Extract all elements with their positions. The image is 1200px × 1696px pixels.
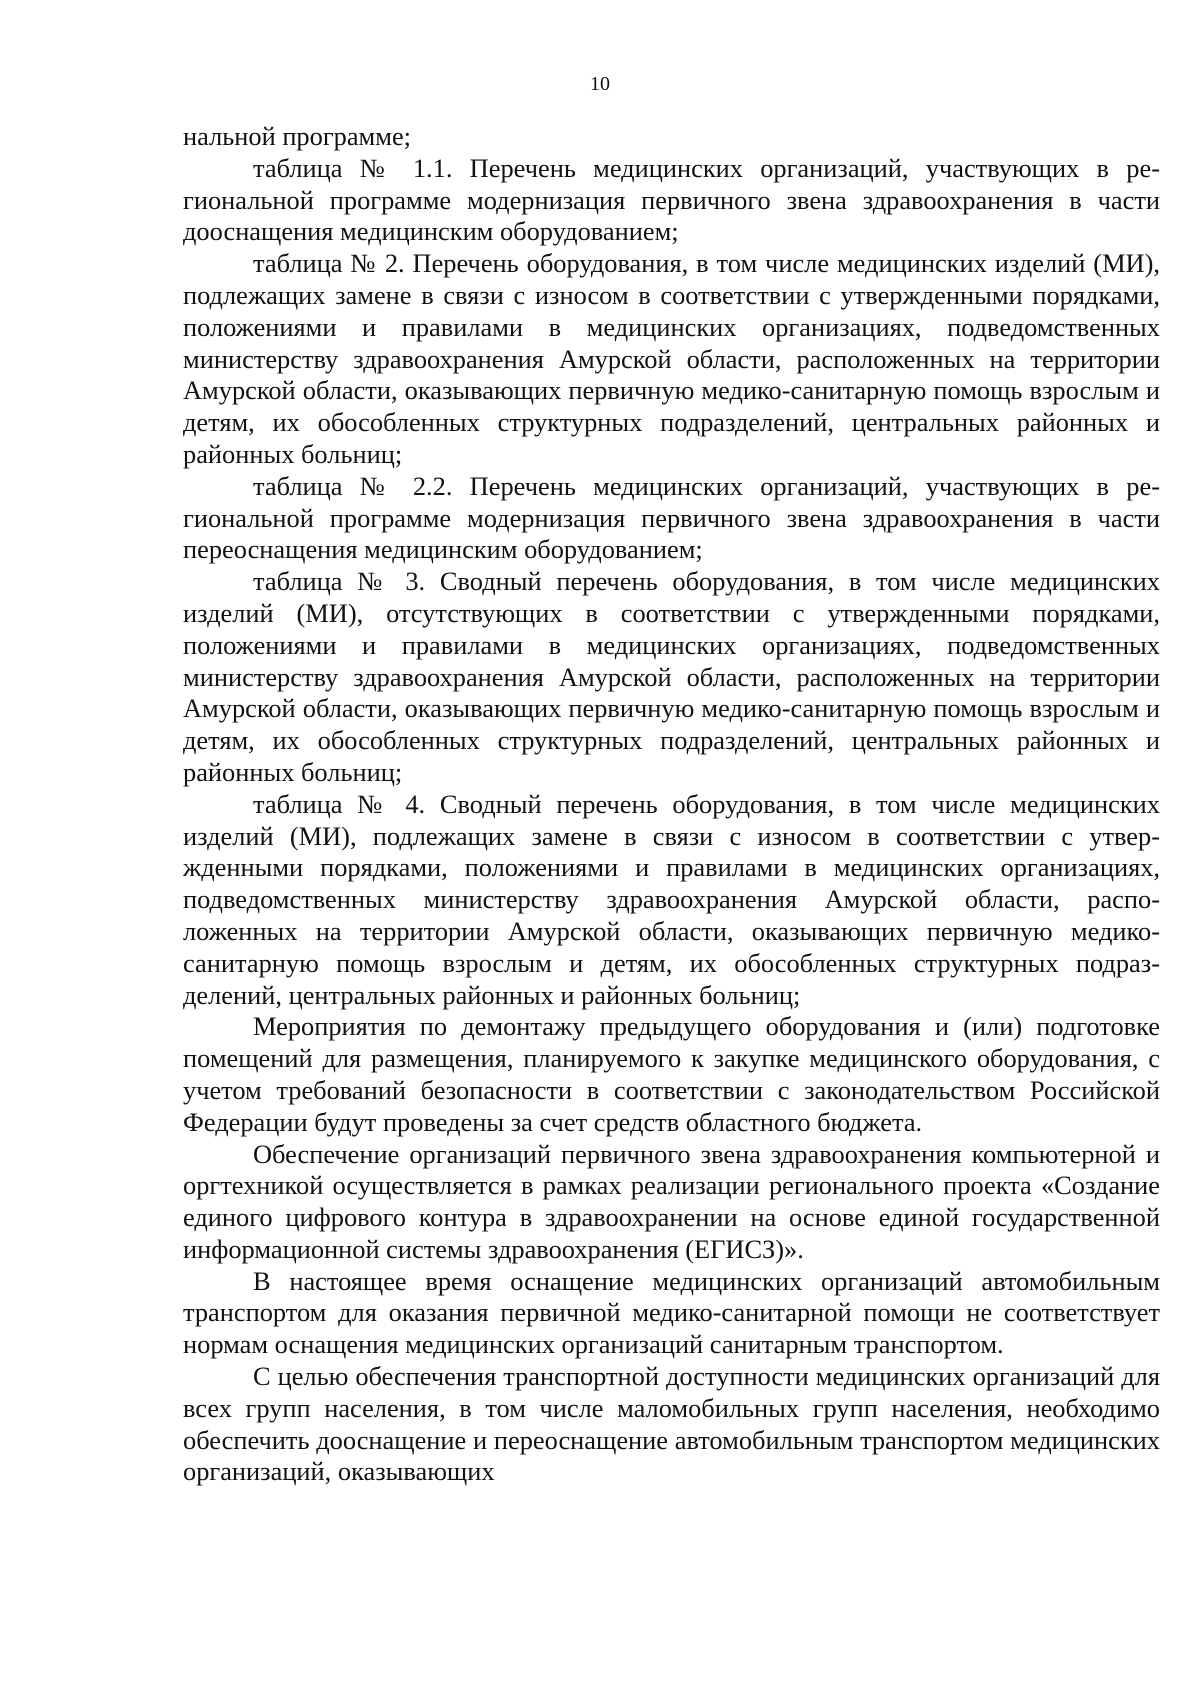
paragraph-table-4: таблица № 4. Сводный перечень оборудования, в том числе медицинских изделий (МИ), подлежащих замене в связи с износом в соответствии с утвержденными порядками, положениями и правилами в медицинских организациях, подведомственных министерству здравоохранения Амурской области, расположенных на территории Амурской области, оказывающих первичную медико-санитарную помощь взрослым и детям, их обособленных структурных подразделений, центральных районных и районных больниц; xyxy=(183,788,1160,1010)
paragraph-transport-goal: С целью обеспечения транспортной доступности медицинских организаций для всех групп населения, в том числе маломобильных групп населения, необходимо обеспечить дооснащение и переоснащение автомобильным транспортом медицинских организаций, оказывающих xyxy=(183,1361,1160,1487)
document-body xyxy=(183,121,1160,1488)
paragraph-table-2-2: таблица № 2.2. Перечень медицинских организаций, участвующих в региональной программе модернизация первичного звена здравоохранения в части переоснащения медицинским оборудованием; xyxy=(183,470,1160,565)
paragraph-transport-status: В настоящее время оснащение медицинских организаций автомобильным транспортом для оказания первичной медико-санитарной помощи не соответствует нормам оснащения медицинских организаций санитарным транспортом. xyxy=(183,1265,1160,1360)
paragraph-table-3: таблица № 3. Сводный перечень оборудования, в том числе медицинских изделий (МИ), отсутствующих в соответствии с утвержденными порядками, положениями и правилами в медицинских организациях, подведомственных министерству здравоохранения Амурской области, расположенных на территории Амурской области, оказывающих первичную медико-санитарную помощь взрослым и детям, их обособленных структурных подразделений, центральных районных и районных больниц; xyxy=(183,566,1160,787)
paragraph-continuation: нальной программе; xyxy=(183,121,412,151)
paragraph-dismantling: Мероприятия по демонтажу предыдущего оборудования и (или) подготовке помещений для размещения, планируемого к закупке медицинского оборудования, с учетом требований безопасности в соответствии с законодательством Российской Федерации будут проведены за счет средств областного бюджета. xyxy=(183,1011,1160,1137)
paragraph-computer-equipment: Обеспечение организаций первичного звена здравоохранения компьютерной и оргтехникой осуществляется в рамках реализации регионального проекта «Создание единого цифрового контура в здравоохранении на основе единой государственной информационной системы здравоохранения (ЕГИСЗ)». xyxy=(183,1138,1160,1264)
page-number: 10 xyxy=(590,73,610,95)
paragraph-table-1-1: таблица № 1.1. Перечень медицинских организаций, участвующих в региональной программе модернизация первичного звена здравоохранения в части дооснащения медицинским оборудованием; xyxy=(183,152,1160,247)
paragraph-table-2: таблица № 2. Перечень оборудования, в том числе медицинских изделий (МИ), подлежащих замене в связи с износом в соответствии с утвержденными порядками, положениями и правилами в медицинских организациях, подведомственных министерству здравоохранения Амурской области, расположенных на территории Амурской области, оказывающих первичную медико-санитарную помощь взрослым и детям, их обособленных структурных подразделений, центральных районных и районных больниц; xyxy=(183,248,1160,469)
